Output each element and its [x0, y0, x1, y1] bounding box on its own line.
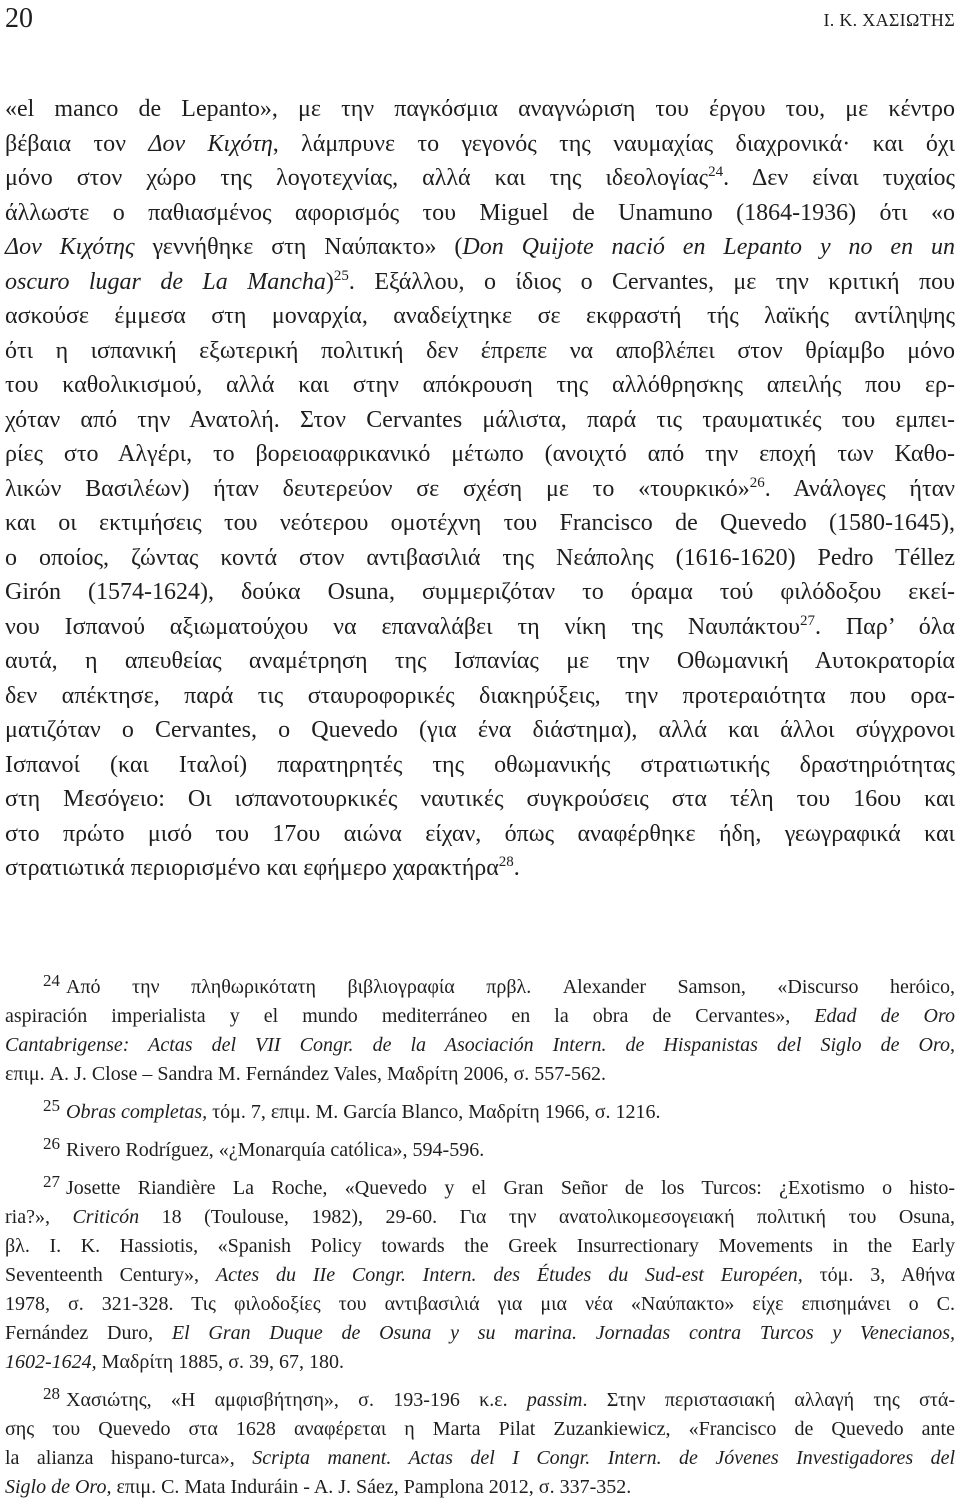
text-run: χόταν από την Ανατολή. Στον Cervantes μάλιστα, παρά τις τραυματικές του εμπει- — [5, 406, 955, 433]
italic-text: Edad de Oro — [814, 1005, 956, 1027]
italic-text: El Gran Duque de Osuna y su marina. Jornadas contra Turcos y Venecianos, — [171, 1322, 955, 1344]
text-run: αυτά, η απευθείας αναμέτρηση της Ισπανίας με την Οθωμανική Αυτοκρατορία — [5, 648, 955, 674]
text-run: του καθολικισμού, αλλά και στην απόκρουση της αλλόθρησκης απειλής που ερ- — [5, 372, 955, 398]
footnote-line — [5, 1031, 955, 1060]
text-run: Rivero Rodríguez, «¿Monarquía católica», 594-596. — [66, 1139, 485, 1161]
text-run: λικών Βασιλέων) ήταν δευτερεύον σε σχέση με το «τουρκικό» — [5, 475, 750, 502]
running-head: Ι. Κ. ΧΑΣΙΩΤΗΣ — [823, 10, 955, 30]
text-run: τόμ. 7, επιμ. M. García Blanco, Μαδρίτη 1966, σ. 1216. — [207, 1101, 661, 1123]
body-line — [5, 299, 955, 334]
body-line — [5, 161, 955, 196]
text-run: σης του Quevedo στα 1628 αναφέρεται η Marta Pilat Zuzankiewicz, «Francisco de Quevedo ante — [5, 1418, 955, 1440]
footnote-line — [5, 1136, 955, 1165]
footnote-line — [5, 1386, 955, 1415]
text-run: ρίες στο Αλγέρι, το βορειοαφρικανικό μέτωπο (ανοιχτό από την εποχή των Καθο- — [5, 441, 955, 467]
body-line — [5, 92, 955, 127]
body-line — [5, 437, 955, 472]
text-run: aspiración imperialista y el mundo mediterráneo en la obra de Cervantes», — [5, 1005, 815, 1027]
footnote-number: 26 — [43, 1134, 60, 1153]
body-line — [5, 506, 955, 541]
text-run: στο πρώτο μισό του 17ου αιώνα είχαν, όπως αναφέρθηκε ήδη, γεωγραφικά και — [5, 820, 955, 847]
footnote-line — [5, 1002, 955, 1031]
text-run: . — [513, 855, 520, 881]
text-run: ) — [325, 268, 334, 295]
footnote-line — [5, 1098, 955, 1127]
footnote-line — [5, 1174, 955, 1203]
footnote-number: 28 — [43, 1384, 60, 1403]
footnote-number: 25 — [43, 1096, 60, 1115]
text-run: . Παρ’ όλα — [814, 613, 956, 640]
text-run: στρατιωτικά περιορισμένο και εφήμερο χαρακτήρα — [5, 855, 499, 881]
body-line — [5, 403, 955, 438]
body-line — [5, 575, 955, 610]
body-line — [5, 644, 955, 679]
text-run: 1978, σ. 321-328. Τις φιλοδοξίες του αντιβασιλιά για μια νέα «Ναύπακτο» είχε επισημάνει ο C. — [5, 1293, 955, 1315]
footnote-26 — [5, 1136, 955, 1165]
footnote-number: 24 — [43, 971, 60, 990]
text-run: ότι η ισπανική εξωτερική πολιτική δεν έπρεπε να αποβλέπει στον θρίαμβο μόνο — [5, 337, 955, 364]
italic-text: Criticón — [72, 1206, 140, 1228]
footnote-line — [5, 1473, 955, 1502]
text-run: ασκούσε έμμεσα στη μοναρχία, αναδείχτηκε σε εκφραστή τής λαϊκής αντίληψης — [5, 303, 955, 329]
italic-text: 1602-1624, — [5, 1351, 97, 1373]
text-run: 18 (Toulouse, 1982), 29-60. Για την ανατολικομεσογειακή πολιτική του Osuna, — [139, 1206, 955, 1228]
footnote-line — [5, 1232, 955, 1261]
body-line — [5, 368, 955, 403]
footnote-line — [5, 1261, 955, 1290]
text-run: γεννήθηκε στη Ναύπακτο» ( — [134, 234, 463, 260]
italic-text: Siglo de Oro, — [5, 1476, 112, 1498]
italic-text: passim — [526, 1389, 583, 1411]
footnote-25 — [5, 1098, 955, 1127]
body-line — [5, 817, 955, 852]
text-run: δεν απέκτησε, παρά τις σταυροφορικές διακηρύξεις, την προτεραιότητα που ορα- — [5, 682, 955, 709]
body-line — [5, 472, 955, 507]
italic-text: Obras completas, — [66, 1101, 208, 1123]
text-run: Seventeenth Century», — [5, 1264, 216, 1286]
text-run: ματιζόταν ο Cervantes, ο Quevedo (για ένα διάστημα), αλλά και άλλοι σύγχρονοι — [5, 717, 955, 743]
text-run: Girón (1574-1624), δούκα Osuna, συμμεριζόταν το όραμα τού φιλόδοξου εκεί- — [5, 579, 955, 605]
text-run: . Δεν είναι τυχαίος — [723, 165, 955, 191]
text-run: , — [950, 1034, 955, 1056]
italic-text: oscuro lugar de La Mancha — [5, 268, 326, 295]
text-run: «el manco de Lepanto», με την παγκόσμια αναγνώριση του έργου του, με κέντρο — [5, 96, 955, 122]
italic-text: Scripta manent. Actas del I Congr. Intern. de Jóvenes Investigadores del — [252, 1447, 955, 1469]
footnote-line — [5, 1444, 955, 1473]
text-run: Μαδρίτη 1885, σ. 39, 67, 180. — [96, 1351, 344, 1373]
body-text — [5, 92, 955, 886]
text-run: ria?», — [5, 1206, 73, 1228]
italic-text: Δον Κιχότη — [148, 130, 273, 157]
body-line — [5, 541, 955, 576]
italic-text: Actes du IIe Congr. Intern. des Études du Sud-est Européen, — [215, 1264, 803, 1286]
text-run: άλλωστε ο παθιασμένος αφορισμός του Miguel de Unamuno (1864-1936) ότι «ο — [5, 199, 955, 226]
body-line — [5, 851, 955, 886]
footnote-line — [5, 1319, 955, 1348]
body-line — [5, 713, 955, 748]
footnote-reference: 24 — [708, 164, 724, 180]
footnote-reference: 28 — [498, 854, 514, 870]
body-line — [5, 127, 955, 162]
text-run: Ισπανοί (και Ιταλοί) παρατηρητές της οθωμανικής στρατιωτικής δραστηριότητας — [5, 751, 955, 778]
text-run: Χασιώτης, «Η αμφισβήτηση», σ. 193-196 κ.ε. — [66, 1389, 527, 1411]
footnote-28 — [5, 1386, 955, 1502]
footnote-line — [5, 1203, 955, 1232]
text-run: Fernández Duro, — [5, 1322, 172, 1344]
body-line — [5, 610, 955, 645]
text-run: και οι εκτιμήσεις του νεότερου ομοτέχνη του Francisco de Quevedo (1580-1645), — [5, 510, 955, 536]
text-run: βέβαια τον — [5, 130, 149, 157]
text-run: . Εξάλλου, ο ίδιος ο Cervantes, με την κριτική που — [348, 268, 956, 295]
body-line — [5, 265, 955, 300]
text-run: ο οποίος, ζώντας κοντά στον αντιβασιλιά της Νεάπολης (1616-1620) Pedro Téllez — [5, 544, 955, 571]
text-run: la alianza hispano-turca», — [5, 1447, 253, 1469]
text-run: στη Μεσόγειο: Οι ισπανοτουρκικές ναυτικές συγκρούσεις στα τέλη του 16ου και — [5, 786, 955, 812]
body-line — [5, 679, 955, 714]
footnotes — [5, 973, 955, 1507]
italic-text: Don Quijote nació en Lepanto y no en un — [462, 234, 956, 260]
text-run: βλ. I. K. Hassiotis, «Spanish Policy towards the Greek Insurrectionary Movements in the Early — [5, 1235, 955, 1257]
body-line — [5, 782, 955, 817]
footnote-line — [5, 973, 955, 1002]
footnote-reference: 25 — [333, 267, 349, 284]
text-run: επιμ. A. J. Close – Sandra M. Fernández Vales, Μαδρίτη 2006, σ. 557-562. — [5, 1063, 606, 1085]
text-run: νου Ισπανού αξιωματούχου να επαναλάβει τη νίκη της Ναυπάκτου — [5, 613, 800, 640]
footnote-line — [5, 1060, 955, 1089]
text-run: . Στην περιστασιακή αλλαγή της στά- — [582, 1389, 955, 1411]
footnote-reference: 27 — [799, 612, 815, 629]
footnote-line — [5, 1415, 955, 1444]
text-run: Josette Riandière La Roche, «Quevedo y el Gran Señor de los Turcos: ¿Exotismo o histo- — [66, 1177, 955, 1199]
footnote-line — [5, 1348, 955, 1377]
body-line — [5, 334, 955, 369]
page-number: 20 — [5, 3, 33, 34]
text-run: μόνο στον χώρο της λογοτεχνίας, αλλά και της ιδεολογίας — [5, 165, 709, 191]
footnote-24 — [5, 973, 955, 1089]
text-run: Από την πληθωρικότατη βιβλιογραφία πρβλ. Alexander Samson, «Discurso heróico, — [66, 976, 955, 998]
footnote-line — [5, 1290, 955, 1319]
text-run: επιμ. C. Mata Induráin - A. J. Sáez, Pamplona 2012, σ. 337-352. — [111, 1476, 632, 1498]
footnote-reference: 26 — [749, 474, 765, 491]
footnote-number: 27 — [43, 1172, 60, 1191]
text-run: , λάμπρυνε το γεγονός της ναυμαχίας διαχρονικά· και όχι — [272, 130, 956, 157]
text-run: τόμ. 3, Αθήνα — [802, 1264, 955, 1286]
body-line — [5, 748, 955, 783]
italic-text: Δον Κιχότης — [5, 234, 135, 260]
italic-text: Cantabrigense: Actas del VII Congr. de la Asociación Intern. de Hispanistas del Siglo de Oro — [5, 1034, 950, 1056]
body-line — [5, 230, 955, 265]
text-run: . Ανάλογες ήταν — [764, 475, 956, 502]
body-line — [5, 196, 955, 231]
footnote-27 — [5, 1174, 955, 1377]
